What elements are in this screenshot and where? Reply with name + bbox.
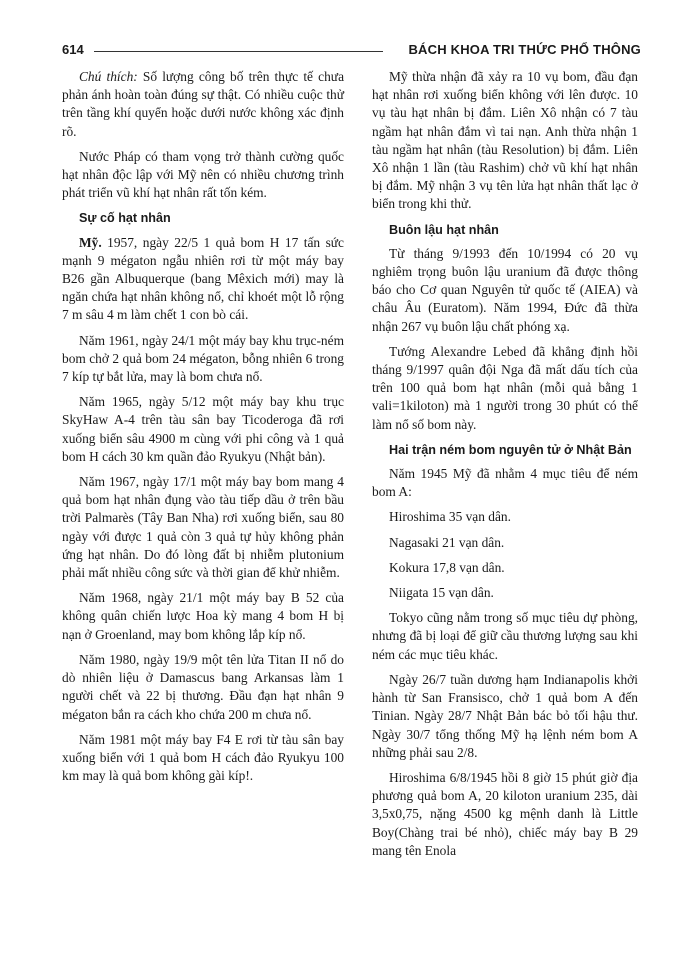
note-text: Số lượng công bố trên thực tế chưa phản ánh hoàn toàn đúng sự thật. Có nhiều cuộc thử trên tầng khí quyển hoặc dưới nước không xác định rõ. [62, 69, 345, 139]
paragraph-1967: Năm 1967, ngày 17/1 một máy bay bom mang 4 quả bom hạt nhân đụng vào tàu tiếp dầu ở trên bầu trời Palmarès (Tây Ban Nha) rơi xuống biển, sau 80 ngày với được 1 quả còn 3 quả tự hủy không phản ứng hạt nhân. Do đó lòng đất bị nhiễm plutonium phải mất nhiều công sức và thời gian để khử nhiễm. [62, 474, 344, 581]
paragraph-1961: Năm 1961, ngày 24/1 một máy bay khu trục-ném bom chở 2 quả bom 24 mégaton, bỗng nhiên 6 trong 7 kíp tự bắt lửa, may là bom chưa nổ. [62, 332, 344, 385]
right-column [372, 68, 638, 867]
paragraph-1980: Năm 1980, ngày 19/9 một tên lửa Titan II nổ do dò nhiên liệu ở Damascus bang Arkansas làm 1 người chết và 22 bị thương. Đầu đạn hạt nhân 9 mégaton bắn ra cách kho chứa 200 m chưa nổ. [62, 651, 344, 722]
us-1957-paragraph [62, 234, 344, 325]
lebed-paragraph: Tướng Alexandre Lebed đã khẳng định hồi tháng 9/1997 quân đội Nga đã mất dấu tích của trên 100 quả bom hạt nhân (mỗi quả bằng 1 vali=1kiloton) mà 1 người trong 30 phút có thể làm nổ số bom này. [372, 343, 638, 432]
targets-intro: Năm 1945 Mỹ đã nhằm 4 mục tiêu để ném bom A: [372, 466, 638, 500]
paragraph-1968: Năm 1968, ngày 21/1 một máy bay B 52 của không quân chiến lược Hoa kỳ mang 4 bom H bị nạn ở Groenland, may bom không lắp kíp nổ. [62, 590, 344, 642]
note-label: Chú thích: [79, 69, 138, 84]
page-header [62, 42, 641, 62]
us-1957-text: 1957, ngày 22/5 1 quả bom H 17 tấn sức mạnh 9 mégaton ngẫu nhiên rơi từ một máy bay B26 gần Albuquerque (bang Mêxich mới) may là ngăn chứa hạt nhân không nổ, chỉ khoét một lỗ rộng 7 m sâu 4 m làm chết 1 con bò cái. [62, 234, 344, 323]
header-rule [94, 51, 383, 52]
tokyo-paragraph: Tokyo cũng nằm trong số mục tiêu dự phòng, nhưng đã bị loại để giữ cầu thương lượng sau khi ném các mục tiêu khác. [372, 610, 638, 662]
hiroshima-paragraph: Hiroshima 6/8/1945 hồi 8 giờ 15 phút giờ địa phương quả bom A, 20 kiloton uranium 235, dài 3,5x0,75, nặng 4500 kg mệnh danh là Little Boy(Chàng trai bé nhỏ), chiếc máy bay B 29 mang tên Enola [372, 769, 638, 858]
page-number: 614 [62, 42, 84, 57]
france-paragraph: Nước Pháp có tham vọng trở thành cường quốc hạt nhân độc lập với Mỹ nên có nhiều chương trình phát triển vũ khí hạt nhân rất tốn kém. [62, 148, 344, 201]
paragraph-1981: Năm 1981 một máy bay F4 E rơi từ tàu sân bay xuống biển với 1 quả bom H cách đảo Ryukyu 100 km may là quả bom không gài kíp!. [62, 731, 344, 784]
us-lead: Mỹ. [79, 234, 102, 250]
target-kokura: Kokura 17,8 vạn dân. [389, 559, 505, 575]
note-paragraph [62, 68, 344, 141]
target-niigata: Niigata 15 vạn dân. [389, 585, 494, 601]
smuggling-heading: Buôn lậu hạt nhân [389, 222, 499, 237]
indianapolis-paragraph: Ngày 26/7 tuần dương hạm Indianapolis khởi hành từ San Fransisco, chở 1 quả bom A đến Tinian. Ngày 28/7 Nhật Bản bác bỏ tối hậu thư. Ngày 30/7 tổng thống Mỹ hạ lệnh ném bom A những phải sau 2/8. [372, 671, 638, 760]
admissions-paragraph: Mỹ thừa nhận đã xảy ra 10 vụ bom, đầu đạn hạt nhân rơi xuống biển không với lên được. 10 vụ tàu hạt nhân bị đắm. Liên Xô nhận có 7 tàu ngầm hạt nhân đắm vì tai nạn. Anh thừa nhận 1 tàu ngầm hạt nhân (tàu Resolution) bị đắm. Liên Xô nhận 1 lần (tàu Rashim) chở vũ khí hạt nhân bị đắm. Mỹ nhận 3 vụ tên lửa hạt nhân thất lạc ở biển trong khi thử. [372, 69, 638, 212]
incidents-heading: Sự cố hạt nhân [79, 211, 171, 226]
target-hiroshima: Hiroshima 35 vạn dân. [389, 509, 511, 525]
running-title: BÁCH KHOA TRI THỨC PHỔ THÔNG [408, 42, 641, 57]
japan-bombing-heading: Hai trận ném bom nguyên tử ở Nhật Bản [389, 442, 632, 457]
paragraph-1965: Năm 1965, ngày 5/12 một máy bay khu trục SkyHaw A-4 trên tàu sân bay Ticoderoga đã rơi xuống biển sâu 4900 m cùng với phi công và 1 quả bom H cách 30 km quần đảo Ryukyu (Nhật bản). [62, 394, 344, 464]
target-nagasaki: Nagasaki 21 vạn dân. [389, 534, 505, 550]
smuggling-paragraph: Từ tháng 9/1993 đến 10/1994 có 20 vụ nghiêm trọng buôn lậu uranium đã được thông báo cho Cơ quan Nguyên tử quốc tế (AIEA) và châu Âu (Euratom). Năm 1994, Đức đã thừa nhận 267 vụ buôn lậu chất phóng xạ. [372, 245, 638, 334]
left-column [62, 68, 344, 792]
